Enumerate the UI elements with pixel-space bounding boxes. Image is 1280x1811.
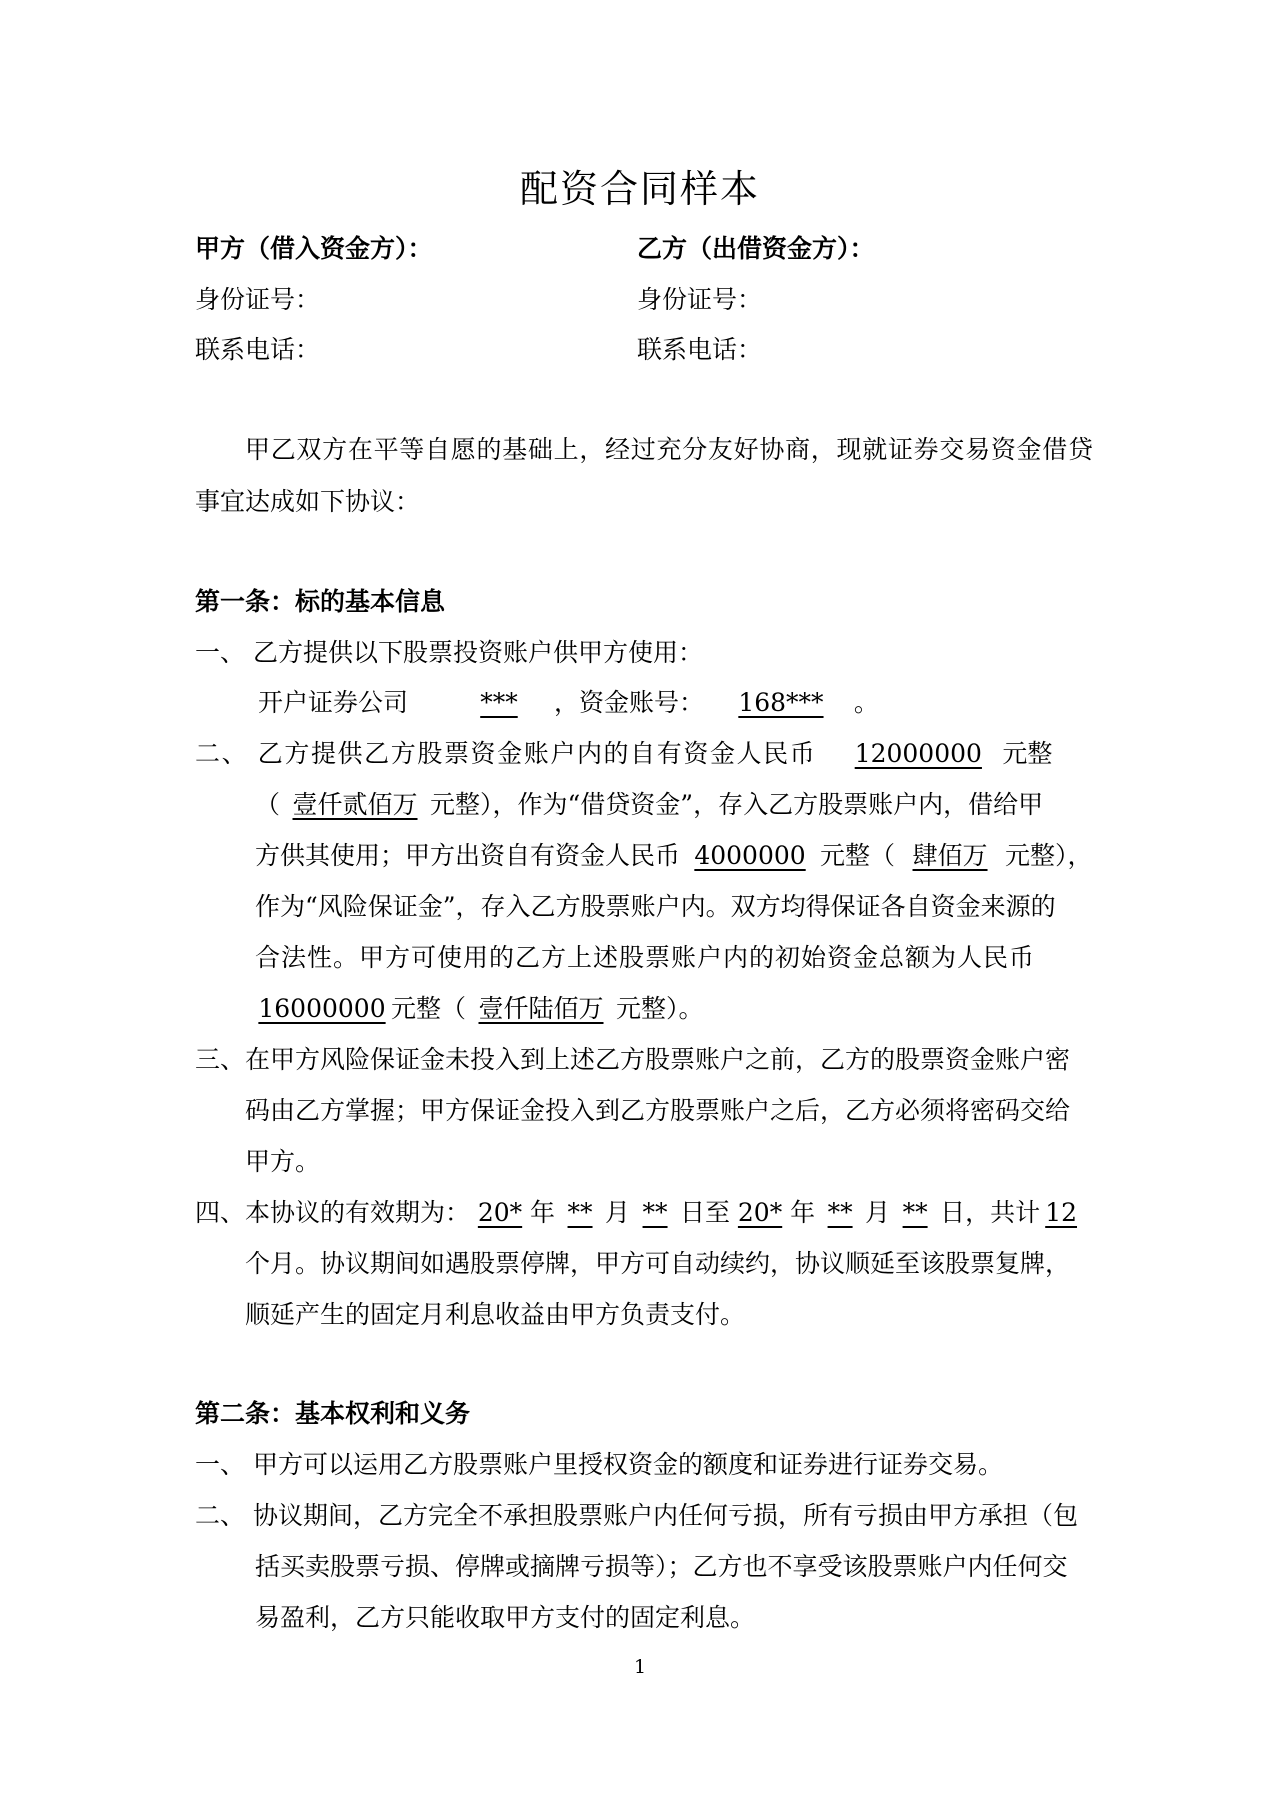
month-label-2: 月 <box>865 1198 891 1227</box>
year-label: 年 <box>530 1198 556 1227</box>
term-prefix: 四、本协议的有效期为： <box>195 1198 471 1227</box>
article-1-item-2-line-1 <box>195 737 1052 771</box>
article-1-item-3-line-3: 甲方。 <box>245 1147 321 1176</box>
day-label-2: 日，共计 <box>940 1198 1041 1227</box>
article-1-item-2-line-3 <box>255 839 1093 873</box>
intro-line-2: 事宜达成如下协议： <box>195 487 421 516</box>
month-label: 月 <box>605 1198 631 1227</box>
day-to-label: 日至 <box>680 1198 731 1227</box>
loan-amount-suffix: 元整 <box>1002 739 1053 768</box>
loan-amount: 12000000 <box>854 739 982 768</box>
end-month: ** <box>827 1198 853 1227</box>
end-day: ** <box>902 1198 928 1227</box>
total-amount: 16000000 <box>258 994 386 1023</box>
paren-open: （ <box>255 790 281 819</box>
article-2-item-2-line-2: 括买卖股票亏损、停牌或摘牌亏损等）；乙方也不享受该股票账户内任何交 <box>255 1552 1068 1581</box>
item-2-prefix: 二、 乙方提供乙方股票资金账户内的自有资金人民币 <box>195 739 817 768</box>
article-1-item-4-line-1 <box>195 1196 1082 1230</box>
party-b-phone-label: 联系电话： <box>637 335 763 364</box>
article-1-item-3-line-2: 码由乙方掌握；甲方保证金投入到乙方股票账户之后，乙方必须将密码交给 <box>245 1096 1071 1125</box>
article-1-item-2-line-5: 合法性。甲方可使用的乙方上述股票账户内的初始资金总额为人民币 <box>255 943 1036 972</box>
start-day: ** <box>642 1198 668 1227</box>
item-2-line-6-mid: 元整（ <box>391 994 467 1023</box>
party-a-phone-label: 联系电话： <box>195 335 321 364</box>
article-1-item-4-line-3: 顺延产生的固定月利息收益由甲方负责支付。 <box>245 1300 746 1329</box>
company-value: *** <box>480 688 518 717</box>
article-1-item-2-line-6 <box>253 992 704 1026</box>
intro-line-1: 甲乙双方在平等自愿的基础上，经过充分友好协商，现就证券交易资金借贷 <box>245 435 1093 464</box>
margin-amount-cn: 肆佰万 <box>912 841 988 870</box>
term-months: 12 <box>1045 1198 1078 1227</box>
item-2-line-3-prefix: 方供其使用；甲方出资自有资金人民币 <box>255 841 681 870</box>
article-1-item-2-line-2 <box>255 788 1043 822</box>
loan-amount-cn: 壹仟贰佰万 <box>292 790 418 819</box>
article-2-item-2-line-3: 易盈利，乙方只能收取甲方支付的固定利息。 <box>255 1603 756 1632</box>
article-1-item-2-line-4: 作为“风险保证金”，存入乙方股票账户内。双方均得保证各自资金来源的 <box>255 892 1056 921</box>
account-label: ，资金账号： <box>553 688 704 717</box>
year-label-2: 年 <box>790 1198 816 1227</box>
account-value: 168*** <box>738 688 824 717</box>
total-amount-cn: 壹仟陆佰万 <box>478 994 604 1023</box>
party-b-label: 乙方（出借资金方）： <box>637 234 875 263</box>
item-2-line-6-suffix: 元整）。 <box>616 994 704 1023</box>
item-2-line-3-mid: 元整（ <box>820 841 896 870</box>
page-title: 配资合同样本 <box>519 167 760 211</box>
article-2-item-2-line-1: 二、 协议期间，乙方完全不承担股票账户内任何亏损，所有亏损由甲方承担（包 <box>195 1501 1078 1530</box>
party-a-id-label: 身份证号： <box>195 285 321 314</box>
margin-amount: 4000000 <box>694 841 806 870</box>
article-1-heading: 第一条：标的基本信息 <box>195 587 446 616</box>
start-year: 20* <box>477 1198 523 1227</box>
article-2-item-1: 一、 甲方可以运用乙方股票账户里授权资金的额度和证券进行证券交易。 <box>195 1450 1003 1479</box>
article-2-heading: 第二条：基本权利和义务 <box>195 1399 471 1428</box>
account-end: 。 <box>853 688 879 717</box>
page-number: 1 <box>633 1656 647 1678</box>
article-1-item-1: 一、 乙方提供以下股票投资账户供甲方使用： <box>195 638 703 667</box>
article-1-item-4-line-2: 个月。协议期间如遇股票停牌，甲方可自动续约，协议顺延至该股票复牌， <box>245 1249 1071 1278</box>
end-year: 20* <box>737 1198 783 1227</box>
item-2-line-3-suffix: 元整）， <box>1005 841 1093 870</box>
item-2-line-2-rest: 元整），作为“借贷资金”，存入乙方股票账户内，借给甲 <box>430 790 1044 819</box>
party-b-id-label: 身份证号： <box>637 285 763 314</box>
start-month: ** <box>567 1198 593 1227</box>
party-a-label: 甲方（借入资金方）： <box>195 234 433 263</box>
company-label: 开户证券公司 <box>258 688 409 717</box>
account-info-line <box>258 686 879 720</box>
article-1-item-3-line-1: 三、在甲方风险保证金未投入到上述乙方股票账户之前，乙方的股票资金账户密 <box>195 1045 1071 1074</box>
